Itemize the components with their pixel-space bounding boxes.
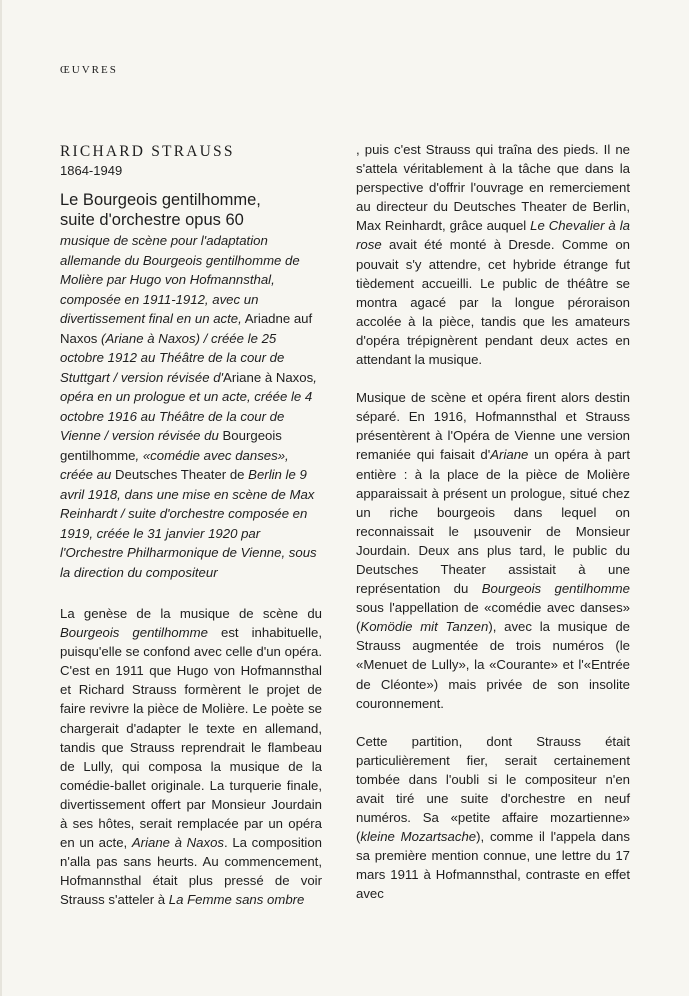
work-title-line-1: Le Bourgeois gentilhomme, (60, 191, 261, 209)
p1-text-i: avait été monté à Dresde. Comme on pouvait s'y attendre, cet hybride étrange fut tièdement accueilli. Le public de théâtre se montra agacé par la longue péroraison accolée à la pièce, tandis que les amateurs d'opéra trépignèrent pendant deux actes en attendant la musique. (356, 237, 630, 368)
right-column (356, 140, 630, 923)
p2-text-a: Musique de scène et opéra firent alors destin séparé. En 1916, Hofmannsthal et Strauss présentèrent à l'Opéra de Vienne une version remaniée qui faisait d' (356, 390, 630, 463)
p1-text-g: , puis c'est Strauss qui traîna des pieds. Il ne s'attela véritablement à la tâche que dans la perspective d'offrir l'ouvrage en remerciement au directeur du Deutsches Theater de Berlin, Max Reinhardt, grâce auquel (356, 142, 630, 234)
composer-name: RICHARD STRAUSS (60, 143, 235, 160)
work-title (60, 190, 322, 230)
paragraph-1-continued (356, 140, 630, 369)
notes-part-6: Bourgeois gentilhomme (60, 428, 282, 463)
notes-part-4: Ariane à Naxos (223, 369, 314, 385)
paragraph-1 (60, 604, 322, 910)
p1-text-e: . La composition n'alla pas sans heurts. Au commencement, Hofmannsthal était plus pressé de voir Strauss s'atteler à (60, 835, 323, 908)
notes-part-1: musique de scène pour l'adaptation allemande du Bourgeois gentilhomme de Molière par Hugo von Hofmannsthal, composée en 1911-1912, avec un divertissement final en un acte, (60, 233, 300, 326)
p2-italic-b: Ariane (490, 447, 529, 463)
p2-italic-d: Bourgeois gentilhomme (481, 581, 630, 597)
paragraph-2 (356, 388, 630, 713)
composer-dates: 1864-1949 (60, 163, 123, 178)
p1-text-a: La genèse de la musique de scène du (60, 606, 322, 621)
notes-part-3: (Ariane à Naxos) / créée le 25 octobre 1912 au Théâtre de la cour de Stuttgart / version révisée d' (60, 330, 285, 385)
notes-part-8: Deutsches Theater de (115, 467, 245, 482)
p2-text-g: ), avec la musique de Strauss augmentée de trois numéros (le «Menuet de Lully», la «Courante» et l'«Entrée de Cléonte») mais privée de son insolite couronnement. (356, 619, 630, 711)
p2-italic-f: Komödie mit Tanzen (360, 619, 489, 635)
work-title-line-2: suite d'orchestre opus 60 (60, 211, 244, 229)
notes-part-9: Berlin le 9 avril 1918, dans une mise en scène de Max Reinhardt / suite d'orchestre composée en 1919, créée le 31 janvier 1920 par l'Orchestre Philharmonique de Vienne, sous la direction du compositeur (60, 467, 317, 580)
p2-text-c: un opéra à part entière : à la place de la pièce de Molière apparaissait à présent un prologue, situé chez un riche bourgeois dans lequel on reconnaissait le µsouvenir de Monsieur Jourdain. Deux ans plus tard, le public du Deutsches Theater assistait à une représentation du (356, 447, 630, 597)
p3-text-a: Cette partition, dont Strauss était particulièrement fier, serait certainement tombée dans l'oubli si le compositeur n'en avait tiré une suite d'orchestre en neuf numéros. Sa «petite affaire mozartienne» ( (356, 733, 630, 845)
left-column (60, 140, 322, 929)
p1-italic-f: La Femme sans ombre (168, 892, 305, 908)
notes-part-7: , «comédie avec danses», créée au (60, 447, 289, 482)
notes-part-5: , opéra en un prologue et un acte, créée le 4 octobre 1916 au Théâtre de la cour de Vienne / version révisée du (60, 369, 317, 443)
section-header: ŒUVRES (60, 64, 118, 76)
p1-italic-b: Bourgeois gentilhomme (60, 625, 208, 641)
p3-italic-b: kleine Mozartsache (360, 829, 477, 845)
p1-italic-d: Ariane à Naxos (131, 835, 225, 851)
work-notes (60, 231, 322, 582)
p3-text-c: ), comme il l'appela dans sa première mention connue, une lettre du 17 mars 1911 à Hofmannsthal, contraste en effet avec (356, 829, 630, 902)
notes-part-2: Ariadne auf Naxos (60, 311, 313, 346)
p2-text-e: sous l'appellation de «comédie avec danses» ( (356, 600, 630, 635)
paragraph-3 (356, 732, 630, 904)
p1-text-c: est inhabituelle, puisqu'elle se confond avec celle d'un opéra. C'est en 1911 que Hugo von Hofmannsthal et Richard Strauss formèrent le projet de faire revivre la pièce de Molière. Le poète se chargerait d'adapter le texte en allemand, tandis que Strauss reprendrait le flambeau de Lully, qui composa la musique de la comédie-ballet originale. La turquerie finale, divertissement offert par Monsieur Jourdain à ses hôtes, serait remplacée par un opéra en un acte, (60, 625, 323, 851)
p1-italic-h: Le Chevalier à la rose (356, 218, 630, 253)
